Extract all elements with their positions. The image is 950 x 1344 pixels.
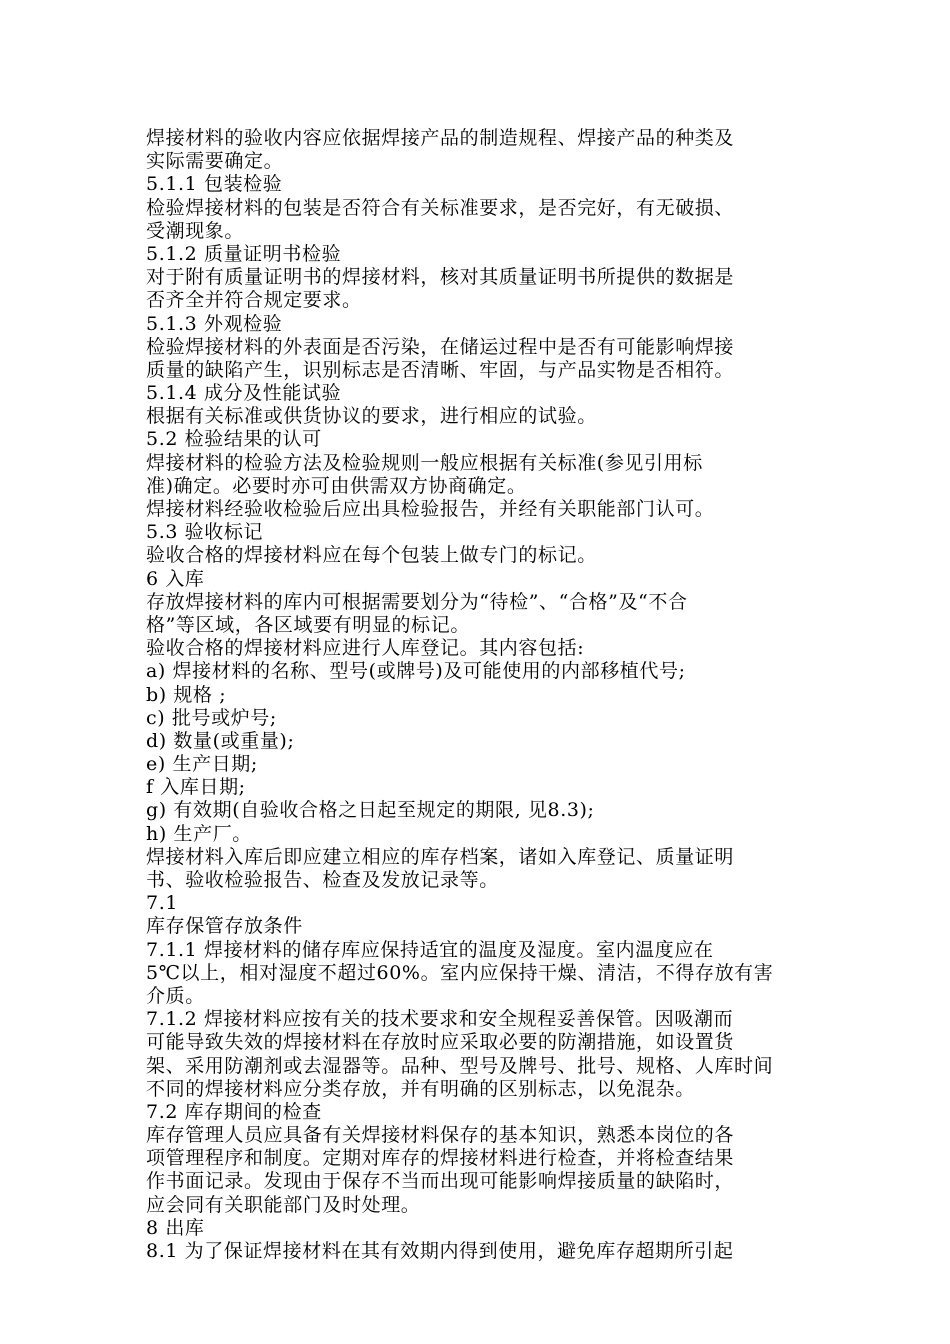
text-line: 对于附有质量证明书的焊接材料，核对其质量证明书所提供的数据是 — [146, 266, 735, 289]
text-line: 不同的焊接材料应分类存放，并有明确的区别标志，以免混杂。 — [146, 1077, 695, 1100]
section-heading: 库存保管存放条件 — [146, 915, 303, 938]
section-heading: 5.3 验收标记 — [146, 521, 264, 544]
section-heading: 5.1.4 成分及性能试验 — [146, 382, 342, 405]
section-heading: 5.2 检验结果的认可 — [146, 428, 322, 451]
text-line: 焊接材料的验收内容应依据焊接产品的制造规程、焊接产品的种类及 — [146, 127, 735, 149]
list-item: c) 批号或炉号; — [146, 706, 277, 729]
text-line: 7.1.2 焊接材料应按有关的技术要求和安全规程妥善保管。因吸潮而 — [146, 1008, 734, 1031]
text-line: 检验焊接材料的包装是否符合有关标准要求，是否完好，有无破损、 — [146, 196, 735, 219]
text-line: 书、验收检验报告、检查及发放记录等。 — [146, 869, 499, 891]
document-body — [146, 127, 810, 1263]
list-item: h) 生产厂。 — [146, 822, 252, 845]
list-item: e) 生产日期; — [146, 753, 258, 776]
text-line: 焊接材料的检验方法及检验规则一般应根据有关标准(参见引用标 — [146, 451, 703, 474]
list-item: g) 有效期(自验收合格之日起至规定的期限, 见8.3); — [146, 799, 595, 822]
section-heading: 5.1.1 包装检验 — [146, 173, 283, 196]
text-line: 库存管理人员应具备有关焊接材料保存的基本知识，熟悉本岗位的各 — [146, 1124, 735, 1147]
text-line: 质量的缺陷产生，识别标志是否清晰、牢固，与产品实物是否相符。 — [146, 358, 735, 381]
text-line: 作书面记录。发现由于保存不当而出现可能影响焊接质量的缺陷时， — [146, 1170, 735, 1193]
text-line: 焊接材料经验收检验后应出具检验报告，并经有关职能部门认可。 — [146, 498, 715, 520]
text-line: 检验焊接材料的外表面是否污染，在储运过程中是否有可能影响焊接 — [146, 335, 735, 358]
text-line: 受潮现象。 — [146, 219, 245, 242]
text-line: 验收合格的焊接材料应在每个包装上做专门的标记。 — [146, 544, 597, 567]
list-item: d) 数量(或重量); — [146, 729, 295, 752]
text-line: 架、采用防潮剂或去湿器等。品种、型号及牌号、批号、规格、人库时间 — [146, 1054, 774, 1077]
text-line: 准)确定。必要时亦可由供需双方协商确定。 — [146, 474, 527, 497]
section-heading: 7.2 库存期间的检查 — [146, 1100, 322, 1123]
list-item: f 入库日期; — [146, 776, 246, 799]
section-heading: 5.1.3 外观检验 — [146, 312, 283, 335]
text-line: 实际需要确定。 — [146, 150, 284, 173]
text-line: 存放焊接材料的库内可根据需要划分为“待检”、“合格”及“不合 — [146, 590, 688, 613]
section-heading: 8 出库 — [146, 1216, 205, 1239]
text-line: 8.1 为了保证焊接材料在其有效期内得到使用，避免库存超期所引起 — [146, 1240, 734, 1262]
text-line: 否齐全并符合规定要求。 — [146, 289, 362, 312]
section-heading: 7.1 — [146, 892, 179, 915]
text-line: 介质。 — [146, 984, 205, 1007]
text-line: 焊接材料入库后即应建立相应的库存档案，诸如入库登记、质量证明 — [146, 845, 735, 868]
list-item: a) 焊接材料的名称、型号(或牌号)及可能使用的内部移植代号; — [146, 660, 686, 683]
list-item: b) 规格 ; — [146, 683, 227, 706]
text-line: 项管理程序和制度。定期对库存的焊接材料进行检查，并将检查结果 — [146, 1147, 735, 1170]
text-line: 7.1.1 焊接材料的储存库应保持适宜的温度及湿度。室内温度应在 — [146, 938, 714, 961]
text-line: 5℃以上，相对湿度不超过60%。室内应保持干燥、清洁，不得存放有害 — [146, 961, 774, 984]
text-line: 格”等区域，各区域要有明显的标记。 — [146, 613, 470, 636]
text-line: 可能导致失效的焊接材料在存放时应采取必要的防潮措施，如设置货 — [146, 1031, 735, 1054]
text-line: 根据有关标准或供货协议的要求，进行相应的试验。 — [146, 405, 597, 428]
text-line: 应会同有关职能部门及时处理。 — [146, 1193, 421, 1216]
text-line: 验收合格的焊接材料应进行人库登记。其内容包括: — [146, 637, 585, 660]
section-heading: 5.1.2 质量证明书检验 — [146, 242, 342, 265]
section-heading: 6 入库 — [146, 567, 205, 590]
